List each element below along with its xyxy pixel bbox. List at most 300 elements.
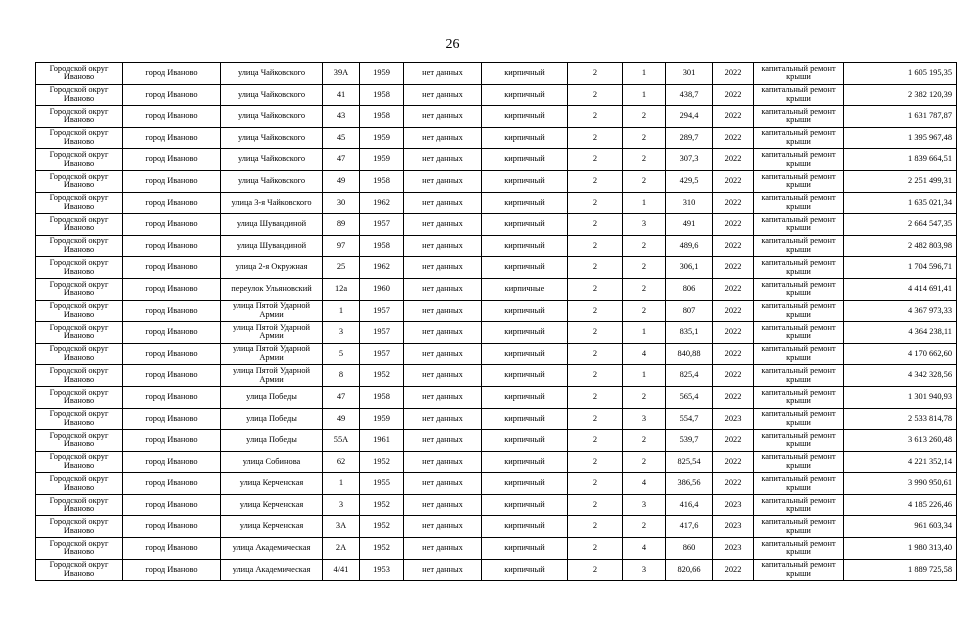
cell-floors: 2 (568, 386, 623, 408)
cell-area: 539,7 (666, 430, 713, 452)
cell-commission-year: нет данных (404, 343, 482, 365)
cell-area: 386,56 (666, 473, 713, 495)
cell-entrances: 1 (623, 63, 666, 85)
cell-repair-year: 2022 (713, 322, 754, 344)
table-row (36, 322, 957, 344)
cell-area: 416,4 (666, 494, 713, 516)
cell-work-type: капитальный ремонт крыши (754, 430, 844, 452)
cell-floors: 2 (568, 170, 623, 192)
cell-commission-year: нет данных (404, 257, 482, 279)
cell-municipality: Городской округ Иваново (36, 214, 123, 236)
cell-build-year: 1958 (360, 386, 404, 408)
cell-cost: 1 980 313,40 (844, 538, 957, 560)
cell-street: улица Чайковского (221, 170, 323, 192)
cell-floors: 2 (568, 149, 623, 171)
cell-entrances: 2 (623, 451, 666, 473)
cell-settlement: город Иваново (123, 278, 221, 300)
cell-street: улица Пятой Ударной Армии (221, 300, 323, 322)
cell-area: 417,6 (666, 516, 713, 538)
cell-house-number: 49 (323, 170, 360, 192)
cell-settlement: город Иваново (123, 365, 221, 387)
cell-cost: 1 631 787,87 (844, 106, 957, 128)
cell-entrances: 2 (623, 127, 666, 149)
cell-build-year: 1961 (360, 430, 404, 452)
cell-settlement: город Иваново (123, 127, 221, 149)
cell-floors: 2 (568, 63, 623, 85)
cell-municipality: Городской округ Иваново (36, 538, 123, 560)
cell-build-year: 1960 (360, 278, 404, 300)
cell-settlement: город Иваново (123, 408, 221, 430)
cell-work-type: капитальный ремонт крыши (754, 365, 844, 387)
cell-settlement: город Иваново (123, 300, 221, 322)
cell-settlement: город Иваново (123, 516, 221, 538)
cell-municipality: Городской округ Иваново (36, 84, 123, 106)
cell-municipality: Городской округ Иваново (36, 106, 123, 128)
cell-cost: 2 251 499,31 (844, 170, 957, 192)
cell-municipality: Городской округ Иваново (36, 127, 123, 149)
cell-street: улица Пятой Ударной Армии (221, 343, 323, 365)
cell-repair-year: 2023 (713, 516, 754, 538)
cell-build-year: 1959 (360, 149, 404, 171)
cell-cost: 2 533 814,78 (844, 408, 957, 430)
cell-floors: 2 (568, 559, 623, 581)
table-row (36, 235, 957, 257)
table-row (36, 559, 957, 581)
cell-floors: 2 (568, 322, 623, 344)
cell-floors: 2 (568, 451, 623, 473)
cell-repair-year: 2022 (713, 214, 754, 236)
cell-wall-material: кирпичный (482, 559, 568, 581)
cell-commission-year: нет данных (404, 300, 482, 322)
cell-municipality: Городской округ Иваново (36, 430, 123, 452)
cell-work-type: капитальный ремонт крыши (754, 451, 844, 473)
cell-settlement: город Иваново (123, 386, 221, 408)
cell-cost: 4 414 691,41 (844, 278, 957, 300)
cell-area: 310 (666, 192, 713, 214)
cell-entrances: 2 (623, 170, 666, 192)
cell-wall-material: кирпичный (482, 106, 568, 128)
cell-street: улица Академическая (221, 559, 323, 581)
cell-wall-material: кирпичный (482, 343, 568, 365)
cell-house-number: 41 (323, 84, 360, 106)
table-row (36, 451, 957, 473)
cell-area: 489,6 (666, 235, 713, 257)
cell-house-number: 47 (323, 149, 360, 171)
table-row (36, 300, 957, 322)
cell-repair-year: 2022 (713, 235, 754, 257)
cell-entrances: 2 (623, 235, 666, 257)
cell-street: улица Чайковского (221, 106, 323, 128)
cell-cost: 1 605 195,35 (844, 63, 957, 85)
cell-wall-material: кирпичный (482, 257, 568, 279)
cell-street: улица Керченская (221, 494, 323, 516)
cell-entrances: 1 (623, 365, 666, 387)
cell-municipality: Городской округ Иваново (36, 192, 123, 214)
cell-wall-material: кирпичный (482, 494, 568, 516)
cell-street: улица Шувандиной (221, 214, 323, 236)
cell-settlement: город Иваново (123, 106, 221, 128)
cell-wall-material: кирпичный (482, 430, 568, 452)
cell-build-year: 1959 (360, 127, 404, 149)
cell-entrances: 3 (623, 214, 666, 236)
cell-street: улица Победы (221, 430, 323, 452)
table-row (36, 430, 957, 452)
cell-house-number: 49 (323, 408, 360, 430)
cell-cost: 2 382 120,39 (844, 84, 957, 106)
cell-repair-year: 2023 (713, 408, 754, 430)
cell-commission-year: нет данных (404, 473, 482, 495)
cell-floors: 2 (568, 473, 623, 495)
cell-area: 825,54 (666, 451, 713, 473)
cell-area: 860 (666, 538, 713, 560)
cell-repair-year: 2022 (713, 343, 754, 365)
cell-house-number: 1 (323, 473, 360, 495)
page-number: 26 (445, 37, 460, 52)
cell-commission-year: нет данных (404, 451, 482, 473)
cell-wall-material: кирпичный (482, 63, 568, 85)
cell-entrances: 4 (623, 538, 666, 560)
cell-settlement: город Иваново (123, 235, 221, 257)
cell-floors: 2 (568, 430, 623, 452)
cell-work-type: капитальный ремонт крыши (754, 386, 844, 408)
cell-area: 554,7 (666, 408, 713, 430)
cell-build-year: 1957 (360, 214, 404, 236)
cell-repair-year: 2022 (713, 257, 754, 279)
cell-repair-year: 2022 (713, 278, 754, 300)
cell-municipality: Городской округ Иваново (36, 322, 123, 344)
cell-entrances: 2 (623, 516, 666, 538)
cell-municipality: Городской округ Иваново (36, 63, 123, 85)
cell-floors: 2 (568, 343, 623, 365)
cell-wall-material: кирпичный (482, 451, 568, 473)
cell-wall-material: кирпичный (482, 235, 568, 257)
cell-area: 806 (666, 278, 713, 300)
cell-wall-material: кирпичные (482, 278, 568, 300)
cell-street: улица Победы (221, 408, 323, 430)
cell-repair-year: 2022 (713, 84, 754, 106)
cell-municipality: Городской округ Иваново (36, 235, 123, 257)
table-row (36, 365, 957, 387)
cell-house-number: 8 (323, 365, 360, 387)
cell-work-type: капитальный ремонт крыши (754, 63, 844, 85)
cell-commission-year: нет данных (404, 494, 482, 516)
cell-build-year: 1958 (360, 106, 404, 128)
cell-cost: 1 395 967,48 (844, 127, 957, 149)
cell-wall-material: кирпичный (482, 408, 568, 430)
cell-wall-material: кирпичный (482, 170, 568, 192)
cell-floors: 2 (568, 127, 623, 149)
cell-cost: 1 839 664,51 (844, 149, 957, 171)
cell-area: 294,4 (666, 106, 713, 128)
table-row (36, 192, 957, 214)
cell-commission-year: нет данных (404, 538, 482, 560)
cell-settlement: город Иваново (123, 322, 221, 344)
cell-build-year: 1952 (360, 451, 404, 473)
cell-build-year: 1952 (360, 494, 404, 516)
cell-build-year: 1958 (360, 84, 404, 106)
table-row (36, 170, 957, 192)
cell-wall-material: кирпичный (482, 386, 568, 408)
cell-house-number: 45 (323, 127, 360, 149)
cell-cost: 4 367 973,33 (844, 300, 957, 322)
cell-house-number: 39А (323, 63, 360, 85)
cell-house-number: 43 (323, 106, 360, 128)
cell-cost: 4 364 238,11 (844, 322, 957, 344)
cell-house-number: 30 (323, 192, 360, 214)
cell-build-year: 1957 (360, 322, 404, 344)
cell-commission-year: нет данных (404, 149, 482, 171)
cell-entrances: 3 (623, 494, 666, 516)
cell-settlement: город Иваново (123, 473, 221, 495)
cell-cost: 4 185 226,46 (844, 494, 957, 516)
cell-wall-material: кирпичный (482, 473, 568, 495)
cell-street: улица Чайковского (221, 63, 323, 85)
cell-cost: 2 482 803,98 (844, 235, 957, 257)
cell-municipality: Городской округ Иваново (36, 257, 123, 279)
cell-settlement: город Иваново (123, 451, 221, 473)
cell-floors: 2 (568, 257, 623, 279)
cell-entrances: 2 (623, 300, 666, 322)
cell-area: 835,1 (666, 322, 713, 344)
cell-work-type: капитальный ремонт крыши (754, 106, 844, 128)
cell-wall-material: кирпичный (482, 300, 568, 322)
housing-registry-table (35, 62, 957, 581)
cell-municipality: Городской округ Иваново (36, 149, 123, 171)
cell-house-number: 3 (323, 322, 360, 344)
cell-wall-material: кирпичный (482, 365, 568, 387)
cell-settlement: город Иваново (123, 170, 221, 192)
cell-cost: 1 704 596,71 (844, 257, 957, 279)
cell-house-number: 97 (323, 235, 360, 257)
cell-commission-year: нет данных (404, 516, 482, 538)
cell-work-type: капитальный ремонт крыши (754, 127, 844, 149)
cell-cost: 961 603,34 (844, 516, 957, 538)
cell-settlement: город Иваново (123, 430, 221, 452)
cell-house-number: 1 (323, 300, 360, 322)
table-row (36, 343, 957, 365)
table-row (36, 408, 957, 430)
cell-floors: 2 (568, 278, 623, 300)
cell-street: улица Чайковского (221, 127, 323, 149)
table-row (36, 386, 957, 408)
cell-work-type: капитальный ремонт крыши (754, 559, 844, 581)
cell-settlement: город Иваново (123, 214, 221, 236)
cell-street: улица Керченская (221, 516, 323, 538)
cell-commission-year: нет данных (404, 430, 482, 452)
cell-municipality: Городской округ Иваново (36, 559, 123, 581)
cell-floors: 2 (568, 365, 623, 387)
cell-house-number: 3А (323, 516, 360, 538)
table-row (36, 127, 957, 149)
cell-wall-material: кирпичный (482, 214, 568, 236)
cell-build-year: 1959 (360, 63, 404, 85)
cell-house-number: 12а (323, 278, 360, 300)
cell-area: 825,4 (666, 365, 713, 387)
cell-settlement: город Иваново (123, 84, 221, 106)
cell-street: улица Керченская (221, 473, 323, 495)
cell-entrances: 3 (623, 559, 666, 581)
cell-settlement: город Иваново (123, 494, 221, 516)
cell-settlement: город Иваново (123, 63, 221, 85)
cell-build-year: 1953 (360, 559, 404, 581)
cell-repair-year: 2022 (713, 386, 754, 408)
cell-street: улица Чайковского (221, 149, 323, 171)
cell-entrances: 1 (623, 322, 666, 344)
cell-entrances: 4 (623, 343, 666, 365)
cell-entrances: 1 (623, 192, 666, 214)
cell-work-type: капитальный ремонт крыши (754, 343, 844, 365)
cell-entrances: 4 (623, 473, 666, 495)
cell-build-year: 1958 (360, 235, 404, 257)
cell-commission-year: нет данных (404, 84, 482, 106)
table-row (36, 516, 957, 538)
cell-commission-year: нет данных (404, 63, 482, 85)
cell-entrances: 3 (623, 408, 666, 430)
cell-cost: 4 170 662,60 (844, 343, 957, 365)
cell-wall-material: кирпичный (482, 192, 568, 214)
cell-area: 306,1 (666, 257, 713, 279)
cell-build-year: 1962 (360, 192, 404, 214)
cell-street: улица 2-я Окружная (221, 257, 323, 279)
cell-municipality: Городской округ Иваново (36, 408, 123, 430)
cell-repair-year: 2022 (713, 451, 754, 473)
cell-municipality: Городской округ Иваново (36, 343, 123, 365)
cell-work-type: капитальный ремонт крыши (754, 408, 844, 430)
table-row (36, 106, 957, 128)
cell-municipality: Городской округ Иваново (36, 365, 123, 387)
cell-commission-year: нет данных (404, 235, 482, 257)
cell-commission-year: нет данных (404, 192, 482, 214)
cell-municipality: Городской округ Иваново (36, 494, 123, 516)
cell-area: 807 (666, 300, 713, 322)
cell-floors: 2 (568, 494, 623, 516)
cell-cost: 1 889 725,58 (844, 559, 957, 581)
cell-work-type: капитальный ремонт крыши (754, 473, 844, 495)
cell-commission-year: нет данных (404, 365, 482, 387)
cell-repair-year: 2022 (713, 127, 754, 149)
cell-entrances: 2 (623, 149, 666, 171)
cell-work-type: капитальный ремонт крыши (754, 538, 844, 560)
cell-commission-year: нет данных (404, 386, 482, 408)
cell-area: 289,7 (666, 127, 713, 149)
cell-work-type: капитальный ремонт крыши (754, 84, 844, 106)
cell-wall-material: кирпичный (482, 149, 568, 171)
cell-house-number: 47 (323, 386, 360, 408)
cell-settlement: город Иваново (123, 257, 221, 279)
cell-cost: 3 613 260,48 (844, 430, 957, 452)
cell-entrances: 2 (623, 430, 666, 452)
cell-area: 820,66 (666, 559, 713, 581)
cell-municipality: Городской округ Иваново (36, 300, 123, 322)
cell-municipality: Городской округ Иваново (36, 386, 123, 408)
cell-wall-material: кирпичный (482, 127, 568, 149)
cell-work-type: капитальный ремонт крыши (754, 257, 844, 279)
cell-repair-year: 2022 (713, 365, 754, 387)
cell-work-type: капитальный ремонт крыши (754, 170, 844, 192)
cell-floors: 2 (568, 408, 623, 430)
cell-commission-year: нет данных (404, 214, 482, 236)
cell-floors: 2 (568, 538, 623, 560)
cell-settlement: город Иваново (123, 149, 221, 171)
cell-floors: 2 (568, 106, 623, 128)
cell-work-type: капитальный ремонт крыши (754, 516, 844, 538)
cell-area: 491 (666, 214, 713, 236)
cell-cost: 2 664 547,35 (844, 214, 957, 236)
cell-cost: 1 635 021,34 (844, 192, 957, 214)
cell-floors: 2 (568, 214, 623, 236)
table-row (36, 278, 957, 300)
cell-floors: 2 (568, 192, 623, 214)
cell-house-number: 25 (323, 257, 360, 279)
cell-cost: 1 301 940,93 (844, 386, 957, 408)
cell-build-year: 1952 (360, 365, 404, 387)
cell-repair-year: 2022 (713, 430, 754, 452)
cell-build-year: 1962 (360, 257, 404, 279)
cell-entrances: 2 (623, 106, 666, 128)
table-row (36, 473, 957, 495)
cell-municipality: Городской округ Иваново (36, 473, 123, 495)
cell-build-year: 1959 (360, 408, 404, 430)
cell-build-year: 1957 (360, 300, 404, 322)
cell-settlement: город Иваново (123, 538, 221, 560)
table-row (36, 538, 957, 560)
cell-work-type: капитальный ремонт крыши (754, 278, 844, 300)
cell-house-number: 5 (323, 343, 360, 365)
cell-commission-year: нет данных (404, 559, 482, 581)
cell-cost: 4 342 328,56 (844, 365, 957, 387)
cell-repair-year: 2022 (713, 149, 754, 171)
cell-repair-year: 2022 (713, 106, 754, 128)
cell-floors: 2 (568, 84, 623, 106)
cell-street: улица Чайковского (221, 84, 323, 106)
cell-cost: 3 990 950,61 (844, 473, 957, 495)
cell-build-year: 1952 (360, 516, 404, 538)
cell-repair-year: 2022 (713, 473, 754, 495)
cell-repair-year: 2022 (713, 63, 754, 85)
cell-work-type: капитальный ремонт крыши (754, 300, 844, 322)
cell-municipality: Городской округ Иваново (36, 451, 123, 473)
cell-commission-year: нет данных (404, 408, 482, 430)
cell-work-type: капитальный ремонт крыши (754, 494, 844, 516)
cell-work-type: капитальный ремонт крыши (754, 322, 844, 344)
cell-street: улица Академическая (221, 538, 323, 560)
table-row (36, 63, 957, 85)
cell-repair-year: 2023 (713, 494, 754, 516)
cell-entrances: 2 (623, 278, 666, 300)
table-row (36, 257, 957, 279)
cell-area: 307,3 (666, 149, 713, 171)
cell-commission-year: нет данных (404, 170, 482, 192)
cell-floors: 2 (568, 235, 623, 257)
cell-build-year: 1957 (360, 343, 404, 365)
table-row (36, 214, 957, 236)
table-row (36, 494, 957, 516)
cell-repair-year: 2023 (713, 538, 754, 560)
cell-work-type: капитальный ремонт крыши (754, 192, 844, 214)
cell-repair-year: 2022 (713, 192, 754, 214)
cell-area: 840,88 (666, 343, 713, 365)
cell-house-number: 89 (323, 214, 360, 236)
cell-wall-material: кирпичный (482, 84, 568, 106)
table-row (36, 149, 957, 171)
cell-commission-year: нет данных (404, 322, 482, 344)
cell-street: улица 3-я Чайковского (221, 192, 323, 214)
cell-house-number: 55А (323, 430, 360, 452)
cell-area: 301 (666, 63, 713, 85)
cell-wall-material: кирпичный (482, 516, 568, 538)
cell-entrances: 2 (623, 257, 666, 279)
cell-area: 438,7 (666, 84, 713, 106)
